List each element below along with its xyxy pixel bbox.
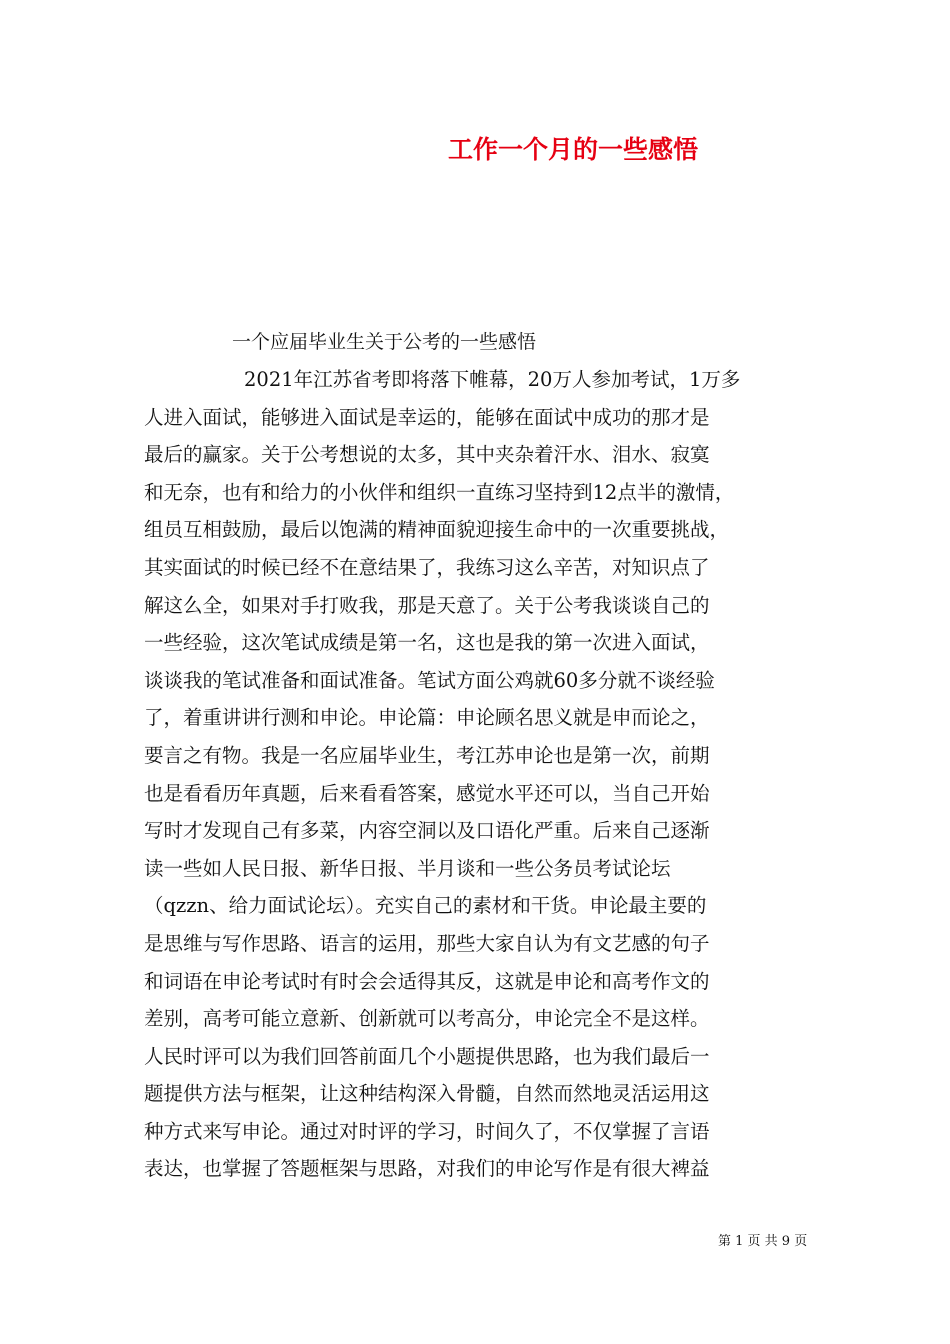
article-subtitle: 一个应届毕业生关于公考的一些感悟 bbox=[232, 331, 537, 353]
body-line: 要言之有物。我是一名应届毕业生，考江苏申论也是第一次，前期 bbox=[144, 743, 710, 767]
body-line: 一些经验，这次笔试成绩是第一名，这也是我的第一次进入面试， bbox=[144, 631, 710, 655]
body-line: 其实面试的时候已经不在意结果了，我练习这么辛苦，对知识点了 bbox=[144, 555, 710, 579]
body-line: 种方式来写申论。通过对时评的学习，时间久了，不仅掌握了言语 bbox=[144, 1119, 710, 1143]
body-line: 2021年江苏省考即将落下帷幕，20万人参加考试，1万多 bbox=[244, 368, 741, 391]
body-line: 解这么全，如果对手打败我，那是天意了。关于公考我谈谈自己的 bbox=[144, 593, 710, 617]
body-line: 和无奈，也有和给力的小伙伴和组织一直练习坚持到12点半的激情， bbox=[144, 480, 735, 504]
body-line: 人民时评可以为我们回答前面几个小题提供思路，也为我们最后一 bbox=[144, 1044, 710, 1068]
body-line: 题提供方法与框架，让这种结构深入骨髓，自然而然地灵活运用这 bbox=[144, 1082, 710, 1106]
document-title: 工作一个月的一些感悟 bbox=[448, 135, 699, 164]
body-line: 和词语在申论考试时有时会会适得其反，这就是申论和高考作文的 bbox=[144, 969, 710, 993]
body-line: 差别，高考可能立意新、创新就可以考高分，申论完全不是这样。 bbox=[144, 1007, 710, 1031]
body-line: 谈谈我的笔试准备和面试准备。笔试方面公鸡就60多分就不谈经验 bbox=[144, 668, 715, 692]
body-line: 人进入面试，能够进入面试是幸运的，能够在面试中成功的那才是 bbox=[144, 405, 710, 429]
body-line: 写时才发现自己有多菜，内容空洞以及口语化严重。后来自己逐渐 bbox=[144, 819, 710, 843]
body-line: 是思维与写作思路、语言的运用，那些大家自认为有文艺感的句子 bbox=[144, 931, 710, 955]
body-line: 表达，也掌握了答题框架与思路，对我们的申论写作是有很大裨益 bbox=[144, 1157, 710, 1181]
body-line: 组员互相鼓励，最后以饱满的精神面貌迎接生命中的一次重要挑战， bbox=[144, 518, 730, 542]
body-line: 也是看看历年真题，后来看看答案，感觉水平还可以，当自己开始 bbox=[144, 781, 710, 805]
body-text bbox=[144, 365, 834, 1192]
page-number: 第 1 页 共 9 页 bbox=[718, 1234, 808, 1249]
body-line: 了，着重讲讲行测和申论。申论篇：申论顾名思义就是申而论之， bbox=[144, 706, 710, 730]
body-line: （qzzn、给力面试论坛）。充实自己的素材和干货。申论最主要的 bbox=[144, 894, 707, 918]
body-line: 最后的赢家。关于公考想说的太多，其中夹杂着汗水、泪水、寂寞 bbox=[144, 443, 710, 467]
body-line: 读一些如人民日报、新华日报、半月谈和一些公务员考试论坛 bbox=[144, 856, 671, 880]
